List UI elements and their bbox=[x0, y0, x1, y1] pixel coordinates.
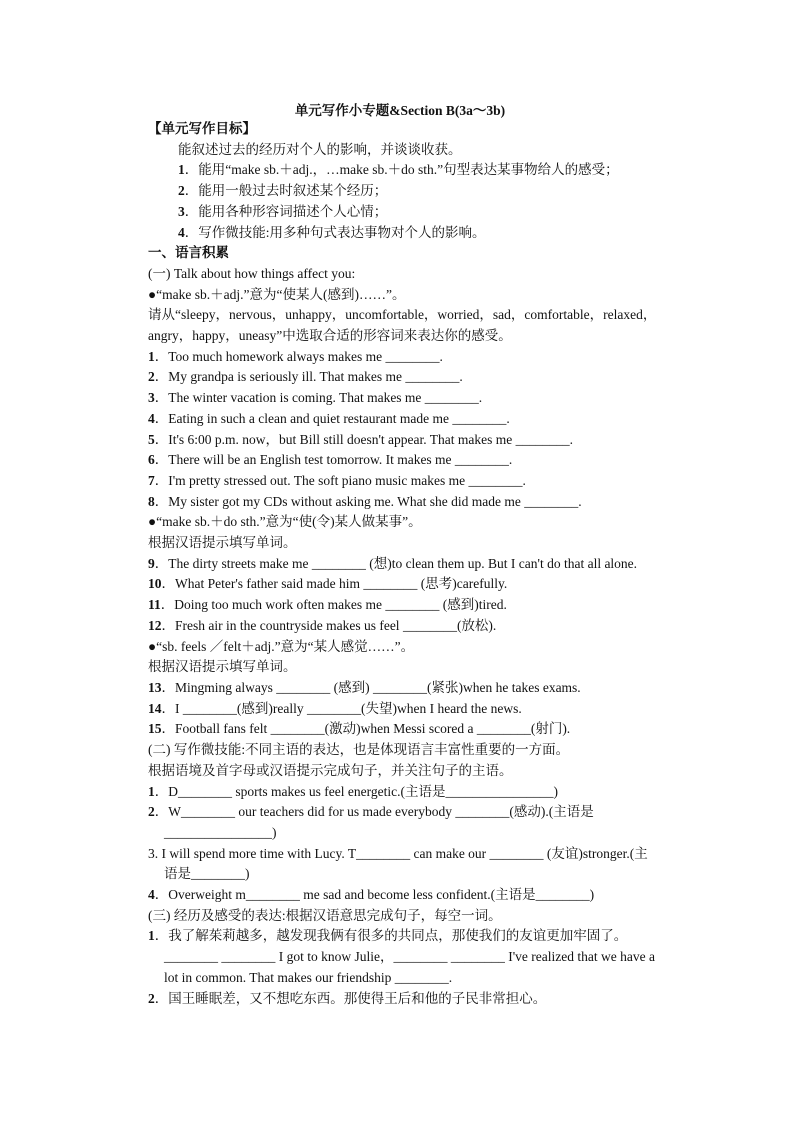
instruction-line: 根据语境及首字母或汉语提示完成句子，并关注句子的主语。 bbox=[148, 762, 513, 778]
page-title: 单元写作小专题&Section B(3a～3b) bbox=[294, 103, 506, 118]
exercise-item: 7．I'm pretty stressed out. The soft piano music makes me ________. bbox=[148, 472, 526, 488]
goals-heading: 【单元写作目标】 bbox=[148, 121, 256, 136]
goal-item: 2．能用一般过去时叙述某个经历； bbox=[178, 183, 388, 199]
exercise-item: 1．我了解茱莉越多，越发现我俩有很多的共同点，那使我们的友谊更加牢固了。 bbox=[148, 928, 628, 944]
pattern-make-adj: ●“make sb.＋adj.”意为“使某人(感到)……”。 bbox=[148, 286, 406, 302]
worksheet-content bbox=[148, 119, 680, 1009]
instruction-line: 根据汉语提示填写单词。 bbox=[148, 659, 297, 675]
instruction-line: angry，happy，uneasy”中选取合适的形容词来表达你的感受。 bbox=[148, 328, 512, 344]
part3-heading: (三) 经历及感受的表达:根据汉语意思完成句子，每空一词。 bbox=[148, 907, 502, 923]
exercise-item: 12．Fresh air in the countryside makes us feel ________(放松). bbox=[148, 617, 497, 633]
exercise-item-continuation: ________ ________ I got to know Julie，________ ________ I've realized that we have a bbox=[164, 949, 655, 965]
exercise-item: 1．Too much homework always makes me ________. bbox=[148, 348, 443, 364]
pattern-feel-adj: ●“sb. feels ／felt＋adj.”意为“某人感觉……”。 bbox=[148, 638, 415, 654]
exercise-item: 3．The winter vacation is coming. That makes me ________. bbox=[148, 390, 483, 406]
exercise-item: 2．My grandpa is seriously ill. That makes me ________. bbox=[148, 369, 463, 385]
instruction-line: 根据汉语提示填写单词。 bbox=[148, 535, 297, 551]
exercise-item: 4．Eating in such a clean and quiet restaurant made me ________. bbox=[148, 410, 510, 426]
exercise-item: 3. I will spend more time with Lucy. T________ can make our ________ (友谊)stronger.(主 bbox=[148, 845, 648, 861]
exercise-item: 6．There will be an English test tomorrow. It makes me ________. bbox=[148, 452, 513, 468]
part2-heading: (二) 写作微技能:不同主语的表达，也是体现语言丰富性重要的一方面。 bbox=[148, 742, 570, 758]
exercise-item: 1．D________ sports makes us feel energetic.(主语是________________) bbox=[148, 783, 558, 799]
exercise-item: 14．I ________(感到)really ________(失望)when I heard the news. bbox=[148, 700, 522, 716]
exercise-item: 13．Mingming always ________ (感到) ________(紧张)when he takes exams. bbox=[148, 679, 581, 695]
exercise-item: 2．W________ our teachers did for us made everybody ________(感动).(主语是 bbox=[148, 804, 594, 820]
exercise-item: 9．The dirty streets make me ________ (想)to clean them up. But I can't do that all alone. bbox=[148, 555, 638, 571]
exercise-item: 2．国王睡眠差，又不想吃东西。那使得王后和他的子民非常担心。 bbox=[148, 990, 547, 1006]
exercise-item: 11．Doing too much work often makes me ________ (感到)tired. bbox=[148, 597, 507, 613]
goals-intro: 能叙述过去的经历对个人的影响，并谈谈收获。 bbox=[178, 141, 462, 157]
goal-item: 4．写作微技能:用多种句式表达事物对个人的影响。 bbox=[178, 224, 486, 240]
exercise-item: 4．Overweight m________ me sad and become less confident.(主语是________) bbox=[148, 887, 595, 903]
section1-heading: 一、语言积累 bbox=[148, 245, 229, 261]
exercise-item-continuation: ________________) bbox=[164, 824, 277, 840]
exercise-item: 8．My sister got my CDs without asking me. What she did made me ________. bbox=[148, 493, 582, 509]
exercise-item: 15．Football fans felt ________(激动)when Messi scored a ________(射门). bbox=[148, 721, 571, 737]
instruction-line: 请从“sleepy，nervous，unhappy，uncomfortable，worried，sad，comfortable，relaxed， bbox=[148, 307, 657, 323]
goal-item: 1．能用“make sb.＋adj.，…make sb.＋do sth.”句型表达某事物给人的感受； bbox=[178, 162, 619, 178]
exercise-item-continuation: lot in common. That makes our friendship ________. bbox=[164, 969, 453, 985]
goal-item: 3．能用各种形容词描述个人心情； bbox=[178, 203, 388, 219]
exercise-item: 10．What Peter's father said made him ________ (思考)carefully. bbox=[148, 576, 508, 592]
pattern-make-do: ●“make sb.＋do sth.”意为“使(令)某人做某事”。 bbox=[148, 514, 422, 530]
exercise-item-continuation: 语是________) bbox=[164, 866, 250, 882]
exercise-item: 5．It's 6:00 p.m. now，but Bill still doesn't appear. That makes me ________. bbox=[148, 431, 573, 447]
part1-heading: (一) Talk about how things affect you: bbox=[148, 265, 356, 281]
